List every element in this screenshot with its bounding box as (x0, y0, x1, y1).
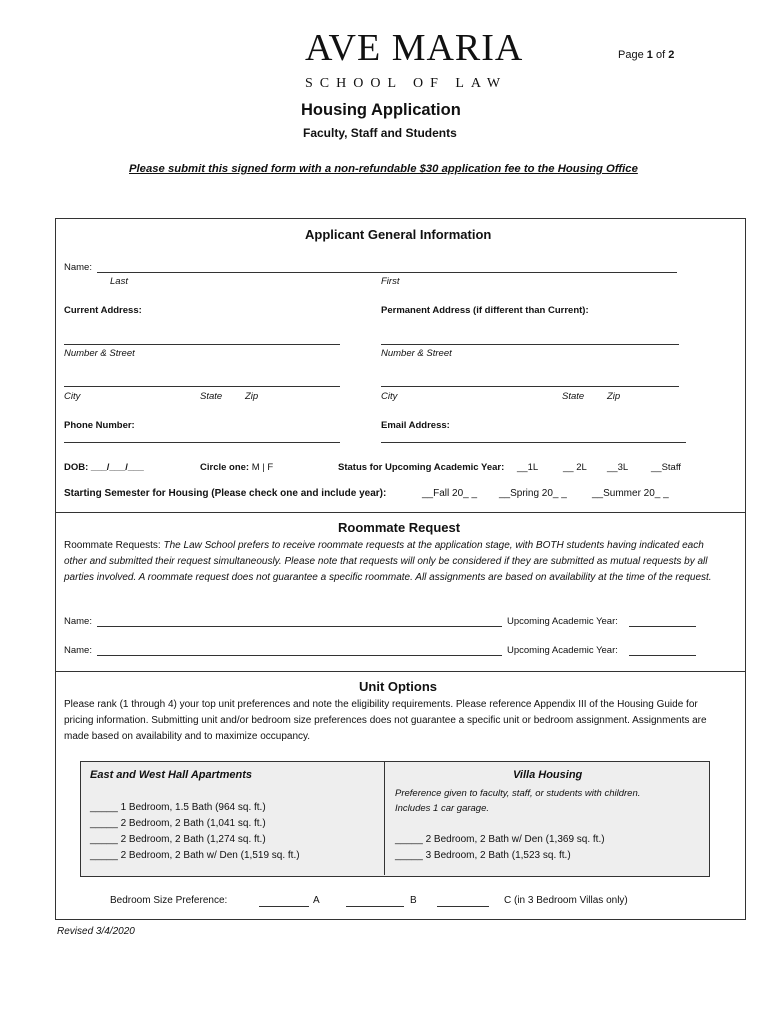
status-3l-option[interactable]: __3L (607, 462, 629, 473)
permanent-street-hint: Number & Street (381, 348, 452, 359)
roommate-2-year-label: Upcoming Academic Year: (507, 645, 618, 656)
hall-option-2[interactable]: _____ 2 Bedroom, 2 Bath (1,041 sq. ft.) (90, 818, 266, 829)
page-indicator (618, 49, 674, 61)
roommate-section-heading: Roommate Request (338, 520, 461, 535)
email-label: Email Address: (381, 420, 450, 431)
roommate-2-year-field[interactable] (629, 655, 696, 656)
page-label: Page (618, 49, 644, 61)
first-name-hint: First (381, 276, 400, 287)
name-label: Name: (64, 262, 92, 273)
roommate-intro (64, 538, 728, 586)
roommate-1-name-label: Name: (64, 616, 92, 627)
bedroom-pref-label: Bedroom Size Preference: (110, 895, 228, 906)
status-1l-option[interactable]: __1L (517, 462, 539, 473)
gender-options: M | F (251, 462, 274, 473)
villa-note-1: Preference given to faculty, staff, or students with children. (395, 788, 641, 799)
permanent-state-hint: State (562, 391, 585, 402)
semester-spring-option[interactable]: __Spring 20_ _ (499, 488, 567, 499)
current-zip-hint: Zip (245, 391, 259, 402)
permanent-address-label: Permanent Address (if different than Current): (381, 305, 589, 316)
current-city-field[interactable] (64, 386, 340, 387)
units-section-heading: Unit Options (359, 679, 437, 694)
status-2l-option[interactable]: __ 2L (563, 462, 587, 473)
villa-option-1[interactable]: _____ 2 Bedroom, 2 Bath w/ Den (1,369 sq. ft.) (395, 834, 605, 845)
general-section-heading: Applicant General Information (305, 227, 492, 242)
current-street-hint: Number & Street (64, 348, 135, 359)
unit-options-divider (384, 762, 385, 875)
last-name-hint: Last (110, 276, 128, 287)
revision-date: Revised 3/4/2020 (57, 926, 135, 937)
villa-option-2[interactable]: _____ 3 Bedroom, 2 Bath (1,523 sq. ft.) (395, 850, 571, 861)
page-title: Housing Application (301, 101, 461, 119)
villa-note-2: Includes 1 car garage. (395, 803, 490, 814)
page-current: 1 (646, 49, 653, 61)
pref-b-label: B (410, 895, 417, 906)
permanent-street-field[interactable] (381, 344, 679, 345)
circle-one-label: Circle one: (200, 462, 250, 473)
pref-c-field[interactable] (437, 906, 489, 907)
email-field[interactable] (381, 442, 686, 443)
current-address-label: Current Address: (64, 305, 142, 316)
roommate-2-name-field[interactable] (97, 655, 502, 656)
hall-option-1[interactable]: _____ 1 Bedroom, 1.5 Bath (964 sq. ft.) (90, 802, 266, 813)
permanent-city-hint: City (381, 391, 398, 402)
dob-field[interactable]: DOB: ___/___/___ (64, 462, 144, 473)
roommate-2-name-label: Name: (64, 645, 92, 656)
roommate-1-year-label: Upcoming Academic Year: (507, 616, 618, 627)
status-staff-option[interactable]: __Staff (651, 462, 681, 473)
roommate-intro-text: The Law School prefers to receive roommate requests at the application stage, with BOTH students having indicated each other and submitted their request simultaneously. Please note that requests will only be considered if they are submitted as mutual requests by all parties involved. A roommate request does not guarantee a specific roommate. All assignments are based on availability at the time of the request. (64, 540, 712, 583)
page-total: 2 (668, 49, 675, 61)
hall-option-4[interactable]: _____ 2 Bedroom, 2 Bath w/ Den (1,519 sq. ft.) (90, 850, 300, 861)
current-city-hint: City (64, 391, 81, 402)
hall-option-3[interactable]: _____ 2 Bedroom, 2 Bath (1,274 sq. ft.) (90, 834, 266, 845)
school-logo-subtitle: SCHOOL OF LAW (305, 76, 508, 91)
roommate-1-name-field[interactable] (97, 626, 502, 627)
pref-a-field[interactable] (259, 906, 309, 907)
roommate-intro-label: Roommate Requests: (64, 540, 161, 551)
villa-heading: Villa Housing (513, 769, 583, 781)
page-subtitle: Faculty, Staff and Students (303, 126, 457, 140)
permanent-zip-hint: Zip (607, 391, 621, 402)
pref-a-label: A (313, 895, 320, 906)
current-state-hint: State (200, 391, 223, 402)
school-logo: AVE MARIA (305, 27, 524, 69)
phone-label: Phone Number: (64, 420, 135, 431)
name-field[interactable] (97, 272, 677, 273)
pref-c-label: C (in 3 Bedroom Villas only) (504, 895, 628, 906)
submission-instruction: Please submit this signed form with a non-refundable $30 application fee to the Housing Office (129, 163, 638, 175)
gender-select[interactable] (200, 462, 273, 473)
page-of: of (655, 49, 666, 61)
section-divider-2 (55, 671, 745, 672)
hall-heading: East and West Hall Apartments (90, 769, 252, 781)
section-divider-1 (55, 512, 745, 513)
status-label: Status for Upcoming Academic Year: (338, 462, 505, 473)
semester-summer-option[interactable]: __Summer 20_ _ (592, 488, 669, 499)
units-intro: Please rank (1 through 4) your top unit preferences and note the eligibility requirements. Please reference Appendix III of the Housing Guide for pricing information. Submitting unit and/or bedroom size preferences does not guarantee a specific unit or bedroom assignment. Assignments are made based on availability and to maximize occupancy. (64, 699, 707, 742)
pref-b-field[interactable] (346, 906, 404, 907)
semester-fall-option[interactable]: __Fall 20_ _ (422, 488, 478, 499)
roommate-1-year-field[interactable] (629, 626, 696, 627)
current-street-field[interactable] (64, 344, 340, 345)
phone-field[interactable] (64, 442, 340, 443)
semester-label: Starting Semester for Housing (Please check one and include year): (64, 488, 387, 499)
permanent-city-field[interactable] (381, 386, 679, 387)
